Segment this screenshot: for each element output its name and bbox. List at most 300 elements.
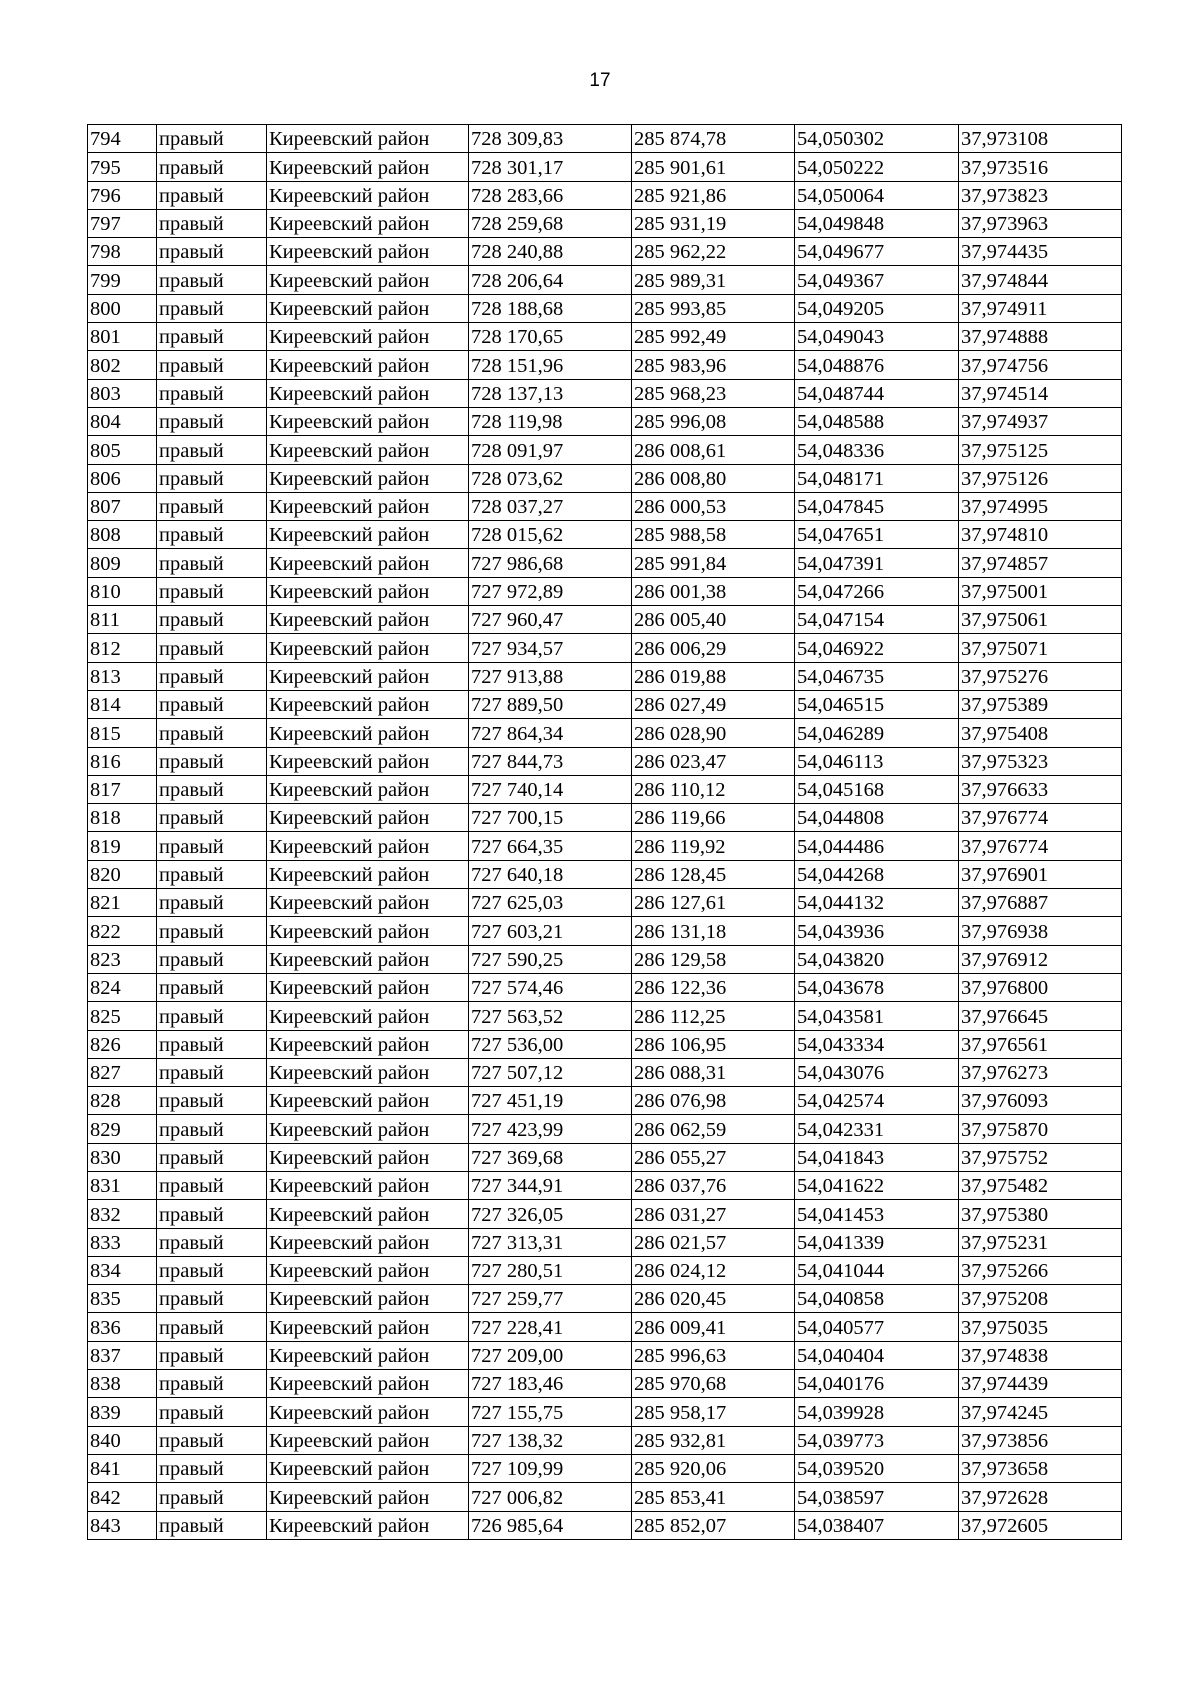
- longitude-cell: 37,975231: [959, 1228, 1122, 1256]
- y-coordinate-cell: 285 921,86: [632, 181, 795, 209]
- table-row: [88, 153, 1122, 181]
- point-number-cell: 832: [88, 1200, 157, 1228]
- x-coordinate-cell: 727 972,89: [469, 577, 632, 605]
- y-coordinate-cell: 285 983,96: [632, 351, 795, 379]
- table-row: [88, 606, 1122, 634]
- side-cell: правый: [157, 917, 267, 945]
- table-row: [88, 549, 1122, 577]
- district-cell: Киреевский район: [267, 153, 469, 181]
- side-cell: правый: [157, 1398, 267, 1426]
- point-number-cell: 811: [88, 606, 157, 634]
- y-coordinate-cell: 286 019,88: [632, 662, 795, 690]
- district-cell: Киреевский район: [267, 1058, 469, 1086]
- latitude-cell: 54,042331: [795, 1115, 959, 1143]
- longitude-cell: 37,973108: [959, 125, 1122, 153]
- side-cell: правый: [157, 1087, 267, 1115]
- point-number-cell: 838: [88, 1370, 157, 1398]
- y-coordinate-cell: 286 106,95: [632, 1030, 795, 1058]
- district-cell: Киреевский район: [267, 521, 469, 549]
- latitude-cell: 54,040577: [795, 1313, 959, 1341]
- district-cell: Киреевский район: [267, 690, 469, 718]
- latitude-cell: 54,047154: [795, 606, 959, 634]
- point-number-cell: 794: [88, 125, 157, 153]
- point-number-cell: 843: [88, 1511, 157, 1539]
- longitude-cell: 37,975380: [959, 1200, 1122, 1228]
- latitude-cell: 54,048876: [795, 351, 959, 379]
- district-cell: Киреевский район: [267, 945, 469, 973]
- side-cell: правый: [157, 1256, 267, 1284]
- y-coordinate-cell: 286 008,80: [632, 464, 795, 492]
- latitude-cell: 54,047651: [795, 521, 959, 549]
- point-number-cell: 825: [88, 1002, 157, 1030]
- latitude-cell: 54,042574: [795, 1087, 959, 1115]
- point-number-cell: 836: [88, 1313, 157, 1341]
- x-coordinate-cell: 727 700,15: [469, 804, 632, 832]
- district-cell: Киреевский район: [267, 1426, 469, 1454]
- y-coordinate-cell: 285 958,17: [632, 1398, 795, 1426]
- latitude-cell: 54,040176: [795, 1370, 959, 1398]
- point-number-cell: 829: [88, 1115, 157, 1143]
- point-number-cell: 816: [88, 747, 157, 775]
- point-number-cell: 815: [88, 719, 157, 747]
- point-number-cell: 806: [88, 464, 157, 492]
- latitude-cell: 54,050222: [795, 153, 959, 181]
- x-coordinate-cell: 727 138,32: [469, 1426, 632, 1454]
- longitude-cell: 37,975482: [959, 1171, 1122, 1199]
- point-number-cell: 817: [88, 775, 157, 803]
- side-cell: правый: [157, 1370, 267, 1398]
- point-number-cell: 803: [88, 379, 157, 407]
- side-cell: правый: [157, 804, 267, 832]
- y-coordinate-cell: 286 027,49: [632, 690, 795, 718]
- district-cell: Киреевский район: [267, 549, 469, 577]
- table-row: [88, 1341, 1122, 1369]
- table-row: [88, 804, 1122, 832]
- longitude-cell: 37,972628: [959, 1483, 1122, 1511]
- district-cell: Киреевский район: [267, 917, 469, 945]
- longitude-cell: 37,974995: [959, 492, 1122, 520]
- longitude-cell: 37,975126: [959, 464, 1122, 492]
- district-cell: Киреевский район: [267, 266, 469, 294]
- table-row: [88, 775, 1122, 803]
- x-coordinate-cell: 728 188,68: [469, 294, 632, 322]
- district-cell: Киреевский район: [267, 1115, 469, 1143]
- side-cell: правый: [157, 351, 267, 379]
- x-coordinate-cell: 727 259,77: [469, 1285, 632, 1313]
- latitude-cell: 54,047391: [795, 549, 959, 577]
- x-coordinate-cell: 728 119,98: [469, 407, 632, 435]
- y-coordinate-cell: 286 037,76: [632, 1171, 795, 1199]
- side-cell: правый: [157, 238, 267, 266]
- latitude-cell: 54,048588: [795, 407, 959, 435]
- x-coordinate-cell: 728 073,62: [469, 464, 632, 492]
- x-coordinate-cell: 727 986,68: [469, 549, 632, 577]
- district-cell: Киреевский район: [267, 832, 469, 860]
- longitude-cell: 37,976561: [959, 1030, 1122, 1058]
- table-row: [88, 1002, 1122, 1030]
- x-coordinate-cell: 727 155,75: [469, 1398, 632, 1426]
- y-coordinate-cell: 285 991,84: [632, 549, 795, 577]
- x-coordinate-cell: 727 563,52: [469, 1002, 632, 1030]
- y-coordinate-cell: 285 989,31: [632, 266, 795, 294]
- x-coordinate-cell: 727 934,57: [469, 634, 632, 662]
- x-coordinate-cell: 728 137,13: [469, 379, 632, 407]
- district-cell: Киреевский район: [267, 1143, 469, 1171]
- latitude-cell: 54,046922: [795, 634, 959, 662]
- side-cell: правый: [157, 577, 267, 605]
- latitude-cell: 54,043581: [795, 1002, 959, 1030]
- side-cell: правый: [157, 1058, 267, 1086]
- point-number-cell: 801: [88, 323, 157, 351]
- side-cell: правый: [157, 209, 267, 237]
- x-coordinate-cell: 727 109,99: [469, 1454, 632, 1482]
- side-cell: правый: [157, 1002, 267, 1030]
- y-coordinate-cell: 285 901,61: [632, 153, 795, 181]
- x-coordinate-cell: 727 625,03: [469, 889, 632, 917]
- district-cell: Киреевский район: [267, 662, 469, 690]
- district-cell: Киреевский район: [267, 1200, 469, 1228]
- longitude-cell: 37,976093: [959, 1087, 1122, 1115]
- y-coordinate-cell: 286 020,45: [632, 1285, 795, 1313]
- x-coordinate-cell: 728 240,88: [469, 238, 632, 266]
- longitude-cell: 37,975071: [959, 634, 1122, 662]
- y-coordinate-cell: 286 006,29: [632, 634, 795, 662]
- y-coordinate-cell: 286 001,38: [632, 577, 795, 605]
- table-row: [88, 323, 1122, 351]
- x-coordinate-cell: 727 664,35: [469, 832, 632, 860]
- side-cell: правый: [157, 549, 267, 577]
- table-row: [88, 662, 1122, 690]
- side-cell: правый: [157, 860, 267, 888]
- x-coordinate-cell: 728 206,64: [469, 266, 632, 294]
- point-number-cell: 828: [88, 1087, 157, 1115]
- latitude-cell: 54,049043: [795, 323, 959, 351]
- point-number-cell: 818: [88, 804, 157, 832]
- side-cell: правый: [157, 719, 267, 747]
- y-coordinate-cell: 286 005,40: [632, 606, 795, 634]
- y-coordinate-cell: 286 127,61: [632, 889, 795, 917]
- longitude-cell: 37,975752: [959, 1143, 1122, 1171]
- table-row: [88, 1030, 1122, 1058]
- district-cell: Киреевский район: [267, 577, 469, 605]
- x-coordinate-cell: 727 369,68: [469, 1143, 632, 1171]
- x-coordinate-cell: 727 574,46: [469, 973, 632, 1001]
- latitude-cell: 54,039773: [795, 1426, 959, 1454]
- latitude-cell: 54,039520: [795, 1454, 959, 1482]
- side-cell: правый: [157, 1228, 267, 1256]
- longitude-cell: 37,973516: [959, 153, 1122, 181]
- point-number-cell: 807: [88, 492, 157, 520]
- y-coordinate-cell: 286 024,12: [632, 1256, 795, 1284]
- district-cell: Киреевский район: [267, 1087, 469, 1115]
- district-cell: Киреевский район: [267, 719, 469, 747]
- x-coordinate-cell: 727 313,31: [469, 1228, 632, 1256]
- table-row: [88, 747, 1122, 775]
- point-number-cell: 839: [88, 1398, 157, 1426]
- latitude-cell: 54,046735: [795, 662, 959, 690]
- table-row: [88, 521, 1122, 549]
- table-row: [88, 1483, 1122, 1511]
- district-cell: Киреевский район: [267, 1002, 469, 1030]
- table-row: [88, 719, 1122, 747]
- y-coordinate-cell: 285 852,07: [632, 1511, 795, 1539]
- point-number-cell: 800: [88, 294, 157, 322]
- y-coordinate-cell: 285 932,81: [632, 1426, 795, 1454]
- side-cell: правый: [157, 1115, 267, 1143]
- x-coordinate-cell: 727 960,47: [469, 606, 632, 634]
- longitude-cell: 37,974810: [959, 521, 1122, 549]
- side-cell: правый: [157, 889, 267, 917]
- y-coordinate-cell: 286 112,25: [632, 1002, 795, 1030]
- x-coordinate-cell: 728 151,96: [469, 351, 632, 379]
- longitude-cell: 37,974245: [959, 1398, 1122, 1426]
- latitude-cell: 54,049848: [795, 209, 959, 237]
- x-coordinate-cell: 728 301,17: [469, 153, 632, 181]
- x-coordinate-cell: 728 015,62: [469, 521, 632, 549]
- side-cell: правый: [157, 294, 267, 322]
- longitude-cell: 37,974888: [959, 323, 1122, 351]
- district-cell: Киреевский район: [267, 294, 469, 322]
- x-coordinate-cell: 727 889,50: [469, 690, 632, 718]
- district-cell: Киреевский район: [267, 860, 469, 888]
- side-cell: правый: [157, 379, 267, 407]
- page-number: 17: [589, 70, 611, 91]
- x-coordinate-cell: 727 844,73: [469, 747, 632, 775]
- side-cell: правый: [157, 747, 267, 775]
- y-coordinate-cell: 285 996,63: [632, 1341, 795, 1369]
- x-coordinate-cell: 727 536,00: [469, 1030, 632, 1058]
- longitude-cell: 37,974756: [959, 351, 1122, 379]
- latitude-cell: 54,041843: [795, 1143, 959, 1171]
- longitude-cell: 37,974435: [959, 238, 1122, 266]
- x-coordinate-cell: 728 037,27: [469, 492, 632, 520]
- table-row: [88, 379, 1122, 407]
- y-coordinate-cell: 286 129,58: [632, 945, 795, 973]
- y-coordinate-cell: 286 008,61: [632, 436, 795, 464]
- point-number-cell: 812: [88, 634, 157, 662]
- latitude-cell: 54,041453: [795, 1200, 959, 1228]
- x-coordinate-cell: 727 344,91: [469, 1171, 632, 1199]
- y-coordinate-cell: 285 962,22: [632, 238, 795, 266]
- table-row: [88, 1313, 1122, 1341]
- district-cell: Киреевский район: [267, 889, 469, 917]
- longitude-cell: 37,975408: [959, 719, 1122, 747]
- point-number-cell: 797: [88, 209, 157, 237]
- x-coordinate-cell: 727 590,25: [469, 945, 632, 973]
- district-cell: Киреевский район: [267, 634, 469, 662]
- latitude-cell: 54,050064: [795, 181, 959, 209]
- table-row: [88, 1511, 1122, 1539]
- x-coordinate-cell: 728 091,97: [469, 436, 632, 464]
- latitude-cell: 54,046113: [795, 747, 959, 775]
- point-number-cell: 810: [88, 577, 157, 605]
- y-coordinate-cell: 286 119,92: [632, 832, 795, 860]
- table-row: [88, 351, 1122, 379]
- y-coordinate-cell: 286 023,47: [632, 747, 795, 775]
- point-number-cell: 820: [88, 860, 157, 888]
- x-coordinate-cell: 726 985,64: [469, 1511, 632, 1539]
- latitude-cell: 54,040858: [795, 1285, 959, 1313]
- longitude-cell: 37,975870: [959, 1115, 1122, 1143]
- x-coordinate-cell: 727 183,46: [469, 1370, 632, 1398]
- point-number-cell: 821: [88, 889, 157, 917]
- district-cell: Киреевский район: [267, 323, 469, 351]
- table-row: [88, 1143, 1122, 1171]
- latitude-cell: 54,046515: [795, 690, 959, 718]
- district-cell: Киреевский район: [267, 1030, 469, 1058]
- point-number-cell: 809: [88, 549, 157, 577]
- y-coordinate-cell: 286 110,12: [632, 775, 795, 803]
- point-number-cell: 842: [88, 1483, 157, 1511]
- latitude-cell: 54,049367: [795, 266, 959, 294]
- table-row: [88, 690, 1122, 718]
- district-cell: Киреевский район: [267, 1285, 469, 1313]
- x-coordinate-cell: 727 451,19: [469, 1087, 632, 1115]
- x-coordinate-cell: 727 228,41: [469, 1313, 632, 1341]
- table-row: [88, 492, 1122, 520]
- x-coordinate-cell: 727 326,05: [469, 1200, 632, 1228]
- point-number-cell: 823: [88, 945, 157, 973]
- district-cell: Киреевский район: [267, 1313, 469, 1341]
- district-cell: Киреевский район: [267, 351, 469, 379]
- table-row: [88, 238, 1122, 266]
- longitude-cell: 37,973963: [959, 209, 1122, 237]
- point-number-cell: 834: [88, 1256, 157, 1284]
- table-row: [88, 464, 1122, 492]
- side-cell: правый: [157, 436, 267, 464]
- side-cell: правый: [157, 492, 267, 520]
- district-cell: Киреевский район: [267, 379, 469, 407]
- point-number-cell: 837: [88, 1341, 157, 1369]
- y-coordinate-cell: 286 055,27: [632, 1143, 795, 1171]
- coordinates-table: [87, 124, 1122, 1540]
- latitude-cell: 54,041044: [795, 1256, 959, 1284]
- longitude-cell: 37,974838: [959, 1341, 1122, 1369]
- table-row: [88, 1454, 1122, 1482]
- side-cell: правый: [157, 1030, 267, 1058]
- table-row: [88, 266, 1122, 294]
- side-cell: правый: [157, 521, 267, 549]
- latitude-cell: 54,044486: [795, 832, 959, 860]
- district-cell: Киреевский район: [267, 407, 469, 435]
- side-cell: правый: [157, 153, 267, 181]
- latitude-cell: 54,040404: [795, 1341, 959, 1369]
- y-coordinate-cell: 286 128,45: [632, 860, 795, 888]
- latitude-cell: 54,041339: [795, 1228, 959, 1256]
- district-cell: Киреевский район: [267, 747, 469, 775]
- longitude-cell: 37,975266: [959, 1256, 1122, 1284]
- side-cell: правый: [157, 1341, 267, 1369]
- side-cell: правый: [157, 690, 267, 718]
- side-cell: правый: [157, 266, 267, 294]
- side-cell: правый: [157, 832, 267, 860]
- side-cell: правый: [157, 1483, 267, 1511]
- coordinates-table-body: [88, 125, 1122, 1540]
- district-cell: Киреевский район: [267, 775, 469, 803]
- point-number-cell: 795: [88, 153, 157, 181]
- longitude-cell: 37,972605: [959, 1511, 1122, 1539]
- x-coordinate-cell: 727 280,51: [469, 1256, 632, 1284]
- latitude-cell: 54,043334: [795, 1030, 959, 1058]
- point-number-cell: 804: [88, 407, 157, 435]
- y-coordinate-cell: 285 874,78: [632, 125, 795, 153]
- latitude-cell: 54,048336: [795, 436, 959, 464]
- latitude-cell: 54,044268: [795, 860, 959, 888]
- longitude-cell: 37,975323: [959, 747, 1122, 775]
- x-coordinate-cell: 727 209,00: [469, 1341, 632, 1369]
- table-row: [88, 1370, 1122, 1398]
- longitude-cell: 37,975208: [959, 1285, 1122, 1313]
- latitude-cell: 54,050302: [795, 125, 959, 153]
- district-cell: Киреевский район: [267, 1454, 469, 1482]
- point-number-cell: 835: [88, 1285, 157, 1313]
- side-cell: правый: [157, 1313, 267, 1341]
- point-number-cell: 799: [88, 266, 157, 294]
- table-row: [88, 577, 1122, 605]
- longitude-cell: 37,973658: [959, 1454, 1122, 1482]
- table-row: [88, 973, 1122, 1001]
- table-row: [88, 1115, 1122, 1143]
- x-coordinate-cell: 728 170,65: [469, 323, 632, 351]
- latitude-cell: 54,041622: [795, 1171, 959, 1199]
- x-coordinate-cell: 727 864,34: [469, 719, 632, 747]
- latitude-cell: 54,043936: [795, 917, 959, 945]
- latitude-cell: 54,048744: [795, 379, 959, 407]
- y-coordinate-cell: 286 031,27: [632, 1200, 795, 1228]
- longitude-cell: 37,973823: [959, 181, 1122, 209]
- longitude-cell: 37,974911: [959, 294, 1122, 322]
- point-number-cell: 826: [88, 1030, 157, 1058]
- longitude-cell: 37,976901: [959, 860, 1122, 888]
- district-cell: Киреевский район: [267, 804, 469, 832]
- x-coordinate-cell: 727 913,88: [469, 662, 632, 690]
- side-cell: правый: [157, 662, 267, 690]
- district-cell: Киреевский район: [267, 436, 469, 464]
- point-number-cell: 822: [88, 917, 157, 945]
- side-cell: правый: [157, 606, 267, 634]
- longitude-cell: 37,974844: [959, 266, 1122, 294]
- district-cell: Киреевский район: [267, 238, 469, 266]
- latitude-cell: 54,047845: [795, 492, 959, 520]
- y-coordinate-cell: 285 853,41: [632, 1483, 795, 1511]
- latitude-cell: 54,045168: [795, 775, 959, 803]
- latitude-cell: 54,049205: [795, 294, 959, 322]
- y-coordinate-cell: 285 996,08: [632, 407, 795, 435]
- longitude-cell: 37,974857: [959, 549, 1122, 577]
- longitude-cell: 37,975035: [959, 1313, 1122, 1341]
- y-coordinate-cell: 285 968,23: [632, 379, 795, 407]
- longitude-cell: 37,974439: [959, 1370, 1122, 1398]
- longitude-cell: 37,976645: [959, 1002, 1122, 1030]
- longitude-cell: 37,973856: [959, 1426, 1122, 1454]
- side-cell: правый: [157, 1285, 267, 1313]
- longitude-cell: 37,974514: [959, 379, 1122, 407]
- side-cell: правый: [157, 407, 267, 435]
- x-coordinate-cell: 728 309,83: [469, 125, 632, 153]
- longitude-cell: 37,976938: [959, 917, 1122, 945]
- latitude-cell: 54,039928: [795, 1398, 959, 1426]
- point-number-cell: 798: [88, 238, 157, 266]
- district-cell: Киреевский район: [267, 1228, 469, 1256]
- district-cell: Киреевский район: [267, 125, 469, 153]
- y-coordinate-cell: 285 920,06: [632, 1454, 795, 1482]
- side-cell: правый: [157, 1454, 267, 1482]
- y-coordinate-cell: 286 028,90: [632, 719, 795, 747]
- y-coordinate-cell: 285 931,19: [632, 209, 795, 237]
- table-row: [88, 832, 1122, 860]
- district-cell: Киреевский район: [267, 973, 469, 1001]
- point-number-cell: 841: [88, 1454, 157, 1482]
